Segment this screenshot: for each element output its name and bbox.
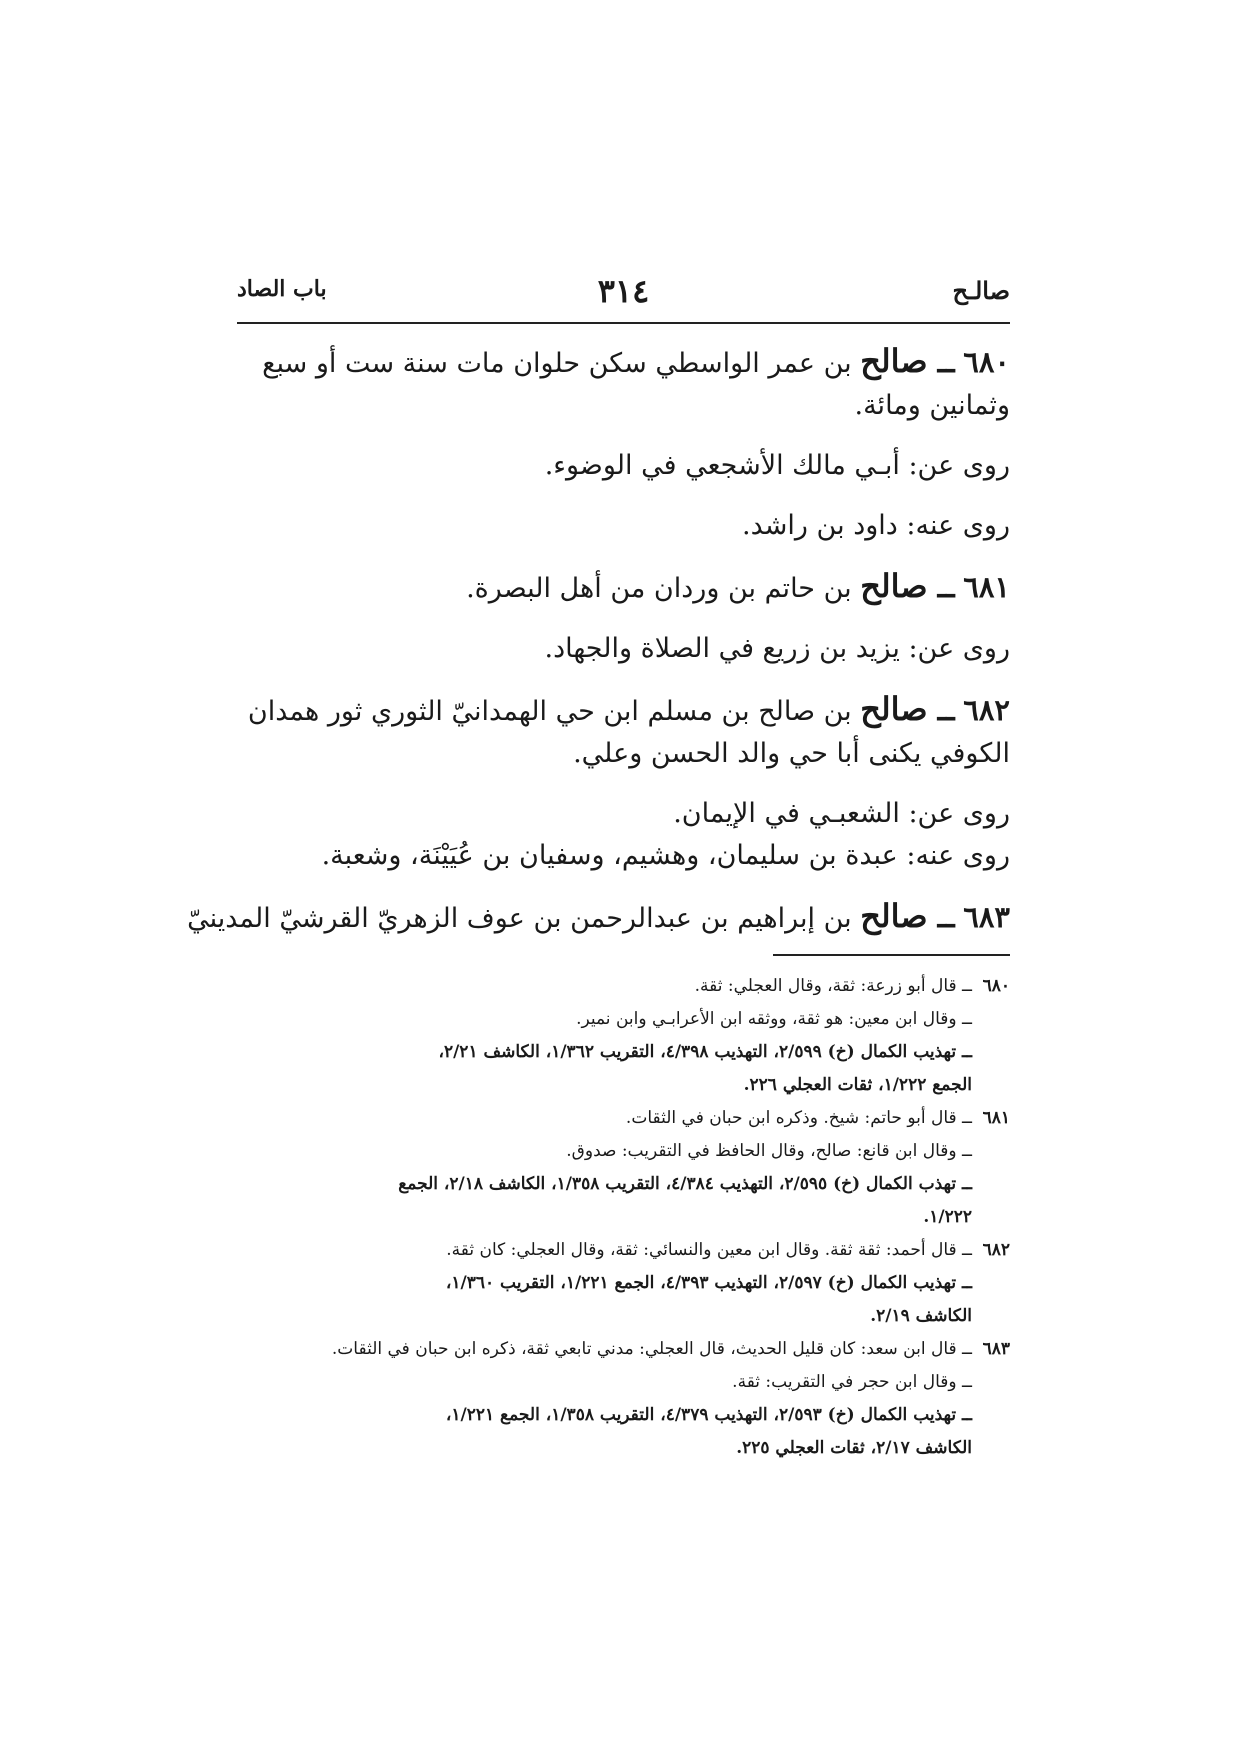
footnote-line: ٦٨٣ــ قال ابن سعد: كان قليل الحديث، قال العجلي: مدني تابعي ثقة، ذكره ابن حبان في الثقات. (237, 1333, 1010, 1366)
footnote-line: ــ وقال ابن معين: هو ثقة، ووثقه ابن الأعرابـي وابن نمير. (576, 1009, 972, 1029)
header-divider (237, 322, 1010, 324)
footnote-line: ــ تهذيب الكمال (خ) ٢/٥٩٩، التهذيب ٤/٣٩٨، التقريب ١/٣٦٢، الكاشف ٢/٢١، (438, 1042, 972, 1062)
entry-682-rawa-an: روى عن: الشعبـي في الإيمان. (673, 798, 1010, 829)
footnote-line: الجمع ١/٢٢٢، ثقات العجلي ٢٢٦. (743, 1075, 972, 1095)
entry-number: ٦٨٠ (963, 345, 1010, 379)
footnote-line: ــ تهذيب الكمال (خ) ٢/٥٩٣، التهذيب ٤/٣٧٩، التقريب ١/٣٥٨، الجمع ١/٢٢١، (445, 1405, 972, 1425)
entry-name: صالح (860, 342, 928, 380)
entry-680-rawa-anhu: روى عنه: داود بن راشد. (742, 510, 1010, 541)
entry-description: بن إبراهيم بن عبدالرحمن بن عوف الزهريّ القرشيّ المدينيّ (187, 903, 852, 934)
entry-681-rawa-an: روى عن: يزيد بن زريع في الصلاة والجهاد. (544, 633, 1010, 664)
entry-name: صالح (860, 567, 928, 605)
entry-name: صالح (860, 897, 928, 935)
footnote-number: ٦٨٢ (982, 1240, 1010, 1260)
entry-682-rawa-anhu: روى عنه: عبدة بن سليمان، وهشيم، وسفيان بن عُيَيْنَة، وشعبة. (321, 840, 1010, 871)
footnote-line: الكاشف ٢/١٩. (870, 1306, 972, 1326)
footnote-line: ٦٨٠ــ قال أبو زرعة: ثقة، وقال العجلي: ثقة. (237, 970, 1010, 1003)
running-head-left: باب الصاد (237, 276, 327, 302)
footnote-line: ــ وقال ابن حجر في التقريب: ثقة. (732, 1372, 972, 1392)
entry-680-line1: ٦٨٠ ــ صالح بن عمر الواسطي سكن حلوان مات سنة ست أو سبع (262, 342, 1010, 380)
entry-681-line1: ٦٨١ ــ صالح بن حاتم بن وردان من أهل البصرة. (466, 567, 1010, 605)
entry-number: ٦٨٣ (963, 900, 1010, 934)
entry-description: بن حاتم بن وردان من أهل البصرة. (466, 573, 852, 604)
entry-680-rawa-an: روى عن: أبـي مالك الأشجعي في الوضوء. (544, 450, 1010, 481)
running-head-right: صالـح (952, 276, 1010, 305)
footnote-line: ــ وقال ابن قانع: صالح، وقال الحافظ في التقريب: صدوق. (566, 1141, 972, 1161)
entry-description: بن عمر الواسطي سكن حلوان مات سنة ست أو سبع (262, 348, 852, 379)
footnote-number: ٦٨٠ (982, 976, 1010, 996)
entry-number: ٦٨١ (963, 570, 1010, 604)
entry-description: بن صالح بن مسلم ابن حي الهمدانيّ الثوري ثور همدان (247, 696, 852, 727)
entry-682-line2: الكوفي يكنى أبا حي والد الحسن وعلي. (573, 738, 1010, 769)
footnote-number: ٦٨١ (982, 1108, 1010, 1128)
page-number: ٣١٤ (597, 272, 650, 310)
footnote-number: ٦٨٣ (982, 1339, 1010, 1359)
footnote-line: ٦٨١ــ قال أبو حاتم: شيخ. وذكره ابن حبان في الثقات. (237, 1102, 1010, 1135)
entry-683-line1: ٦٨٣ ــ صالح بن إبراهيم بن عبدالرحمن بن عوف الزهريّ القرشيّ المدينيّ (187, 897, 1010, 935)
main-text (187, 340, 1010, 940)
page-header (237, 272, 1010, 316)
footnote-line: ــ تهذيب الكمال (خ) ٢/٥٩٧، التهذيب ٤/٣٩٣، الجمع ١/٢٢١، التقريب ١/٣٦٠، (445, 1273, 972, 1293)
footnote-line: ٦٨٢ــ قال أحمد: ثقة ثقة. وقال ابن معين والنسائي: ثقة، وقال العجلي: كان ثقة. (237, 1234, 1010, 1267)
footnote-line: الكاشف ٢/١٧، ثقات العجلي ٢٢٥. (736, 1438, 972, 1458)
entry-682-line1: ٦٨٢ ــ صالح بن صالح بن مسلم ابن حي الهمدانيّ الثوري ثور همدان (247, 690, 1010, 728)
entry-680-line2: وثمانين ومائة. (854, 390, 1010, 421)
entry-name: صالح (860, 690, 928, 728)
footnotes (237, 970, 1010, 1465)
footnote-divider (773, 954, 1010, 956)
footnote-line: ١/٢٢٢. (923, 1207, 972, 1227)
footnote-line: ــ تهذب الكمال (خ) ٢/٥٩٥، التهذيب ٤/٣٨٤، التقريب ١/٣٥٨، الكاشف ٢/١٨، الجمع (398, 1174, 972, 1194)
entry-number: ٦٨٢ (963, 693, 1010, 727)
